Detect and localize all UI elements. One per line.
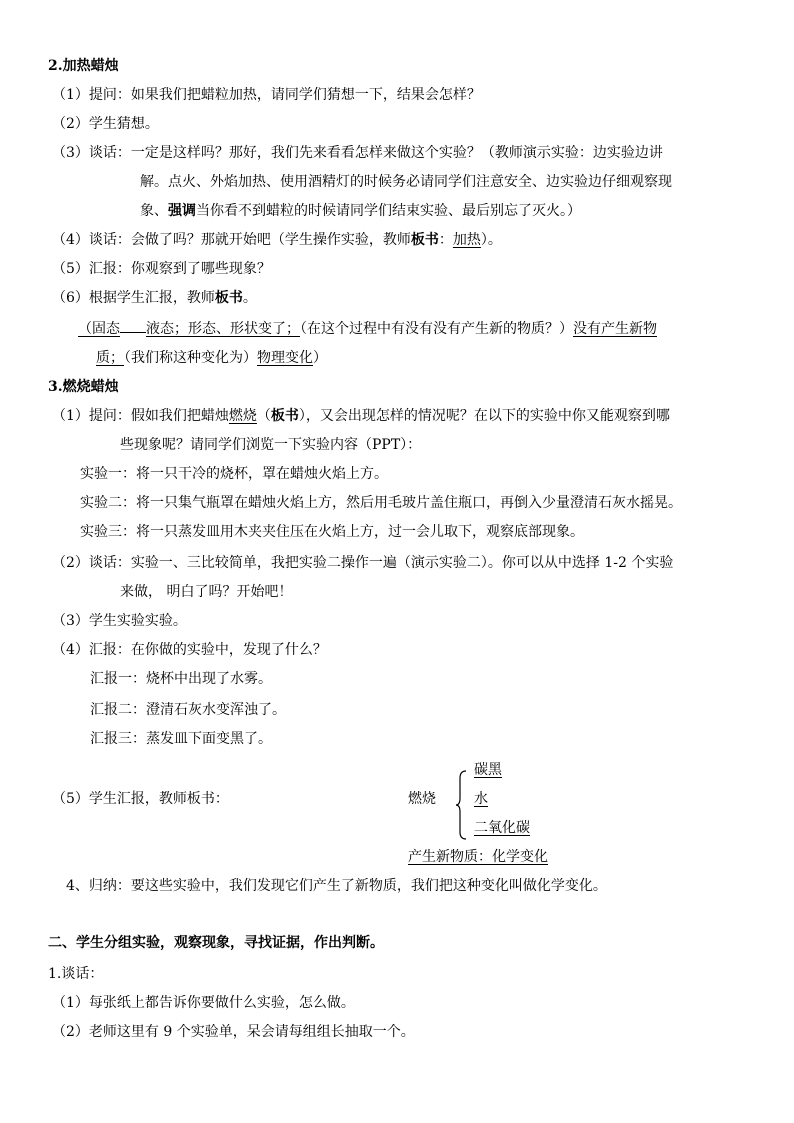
step-talk-line2: 解。点火、外焰加热、使用酒精灯的时候务必请同学们注意安全、边实验边仔细观察现 [140, 174, 672, 190]
product-carbon-black: 碳黑 [474, 762, 502, 778]
text: （我们称这种变化为） [124, 350, 257, 366]
text: 当你看不到蜡粒的时候请同学们结束实验、最后别忘了灭火。） [196, 203, 581, 219]
board-burn: 燃烧 [408, 791, 436, 807]
part-two-item-2: （2）老师这里有 9 个实验单，呆会请每组组长抽取一个。 [52, 1024, 415, 1040]
board-solid: （固态 [78, 321, 120, 337]
step-question: （1）提问：如果我们把蜡粒加热，请同学们猜想一下，结果会怎样？ [52, 87, 481, 103]
text: ： [438, 232, 453, 248]
step-guess: （2）学生猜想。 [52, 116, 159, 132]
step-report: （5）汇报：你观察到了哪些现象？ [52, 261, 271, 277]
board-substance: 质； [96, 350, 124, 366]
text: （4）谈话：会做了吗？那就开始吧（学生操作实验，教师 [52, 232, 411, 248]
text: 象、 [140, 203, 168, 219]
board-label: 板书 [270, 408, 299, 424]
summary: 4、归纳：要这些实验中，我们发现它们产生了新物质，我们把这种变化叫做化学变化。 [66, 878, 607, 894]
burn-question-line1 [52, 406, 670, 426]
board-liquid: 液态；形态、形状变了； [146, 321, 300, 337]
board-label: 板书 [214, 290, 243, 306]
experiment-2: 实验二：将一只集气瓶罩在蜡烛火焰上方，然后用毛玻片盖住瓶口，再倒入少量澄清石灰水摇晃。 [80, 495, 682, 511]
brace-icon [455, 770, 467, 840]
part-two-talk: 1.谈话： [48, 966, 104, 982]
product-carbon-dioxide: 二氧化碳 [474, 820, 530, 836]
part-two-item-1: （1）每张纸上都告诉你要做什么实验，怎么做。 [52, 995, 355, 1011]
burn-talk-line1: （2）谈话：实验一、三比较简单，我把实验二操作一遍（演示实验二）。你可以从中选择 1-2 个实验 [52, 555, 674, 571]
report-2: 汇报二：澄清石灰水变浑浊了。 [90, 702, 286, 718]
section-title-burning: 3.燃烧蜡烛 [48, 379, 119, 395]
burn-report: （4）汇报：在你做的实验中，发现了什么？ [52, 642, 327, 658]
board-physical-change: 物理变化 [257, 350, 313, 366]
text: ）。 [480, 232, 502, 248]
step-talk-line1: （3）谈话：一定是这样吗？那好，我们先来看看怎样来做这个实验？（教师演示实验：边实验边讲 [52, 145, 663, 161]
burn-talk-line2: 来做， 明白了吗？开始吧！ [120, 584, 293, 600]
board-note-line1 [78, 319, 657, 339]
emphasis-text: 强调 [168, 203, 196, 219]
text: ），又会出现怎样的情况呢？在以下的实验中你又能观察到哪 [298, 408, 670, 424]
dash-line [120, 323, 146, 333]
text: ） [313, 350, 327, 366]
text: （ [256, 408, 271, 424]
report-1: 汇报一：烧杯中出现了水雾。 [90, 671, 272, 687]
board-burning: 燃烧 [228, 408, 257, 424]
step-talk-line3 [140, 201, 581, 221]
step-board [52, 288, 257, 308]
burn-board-intro: （5）学生汇报，教师板书： [52, 791, 229, 807]
step-start [52, 230, 502, 250]
product-water: 水 [474, 791, 488, 807]
board-label: 板书 [410, 232, 439, 248]
text: 。 [242, 290, 257, 306]
part-two-title: 二、学生分组实验，观察现象，寻找证据，作出判断。 [48, 935, 384, 951]
board-heating: 加热 [452, 232, 481, 248]
text: （6）根据学生汇报，教师 [52, 290, 215, 306]
burn-question-line2: 些现象呢？请同学们浏览一下实验内容（PPT）： [120, 437, 422, 453]
board-note-line2 [96, 348, 327, 368]
text: （在这个过程中有没有没有产生新的物质？） [300, 321, 573, 337]
experiment-3: 实验三：将一只蒸发皿用木夹夹住压在火焰上方，过一会儿取下，观察底部现象。 [80, 524, 584, 540]
report-3: 汇报三：蒸发皿下面变黑了。 [90, 731, 272, 747]
burn-student-experiment: （3）学生实验实验。 [52, 613, 187, 629]
board-no-new: 没有产生新物 [573, 321, 657, 337]
experiment-1: 实验一：将一只干冷的烧杯，罩在蜡烛火焰上方。 [80, 466, 388, 482]
board-chemical-change: 产生新物质：化学变化 [408, 849, 548, 865]
text: （1）提问：假如我们把蜡烛 [52, 408, 229, 424]
section-title-heating: 2.加热蜡烛 [48, 58, 119, 74]
